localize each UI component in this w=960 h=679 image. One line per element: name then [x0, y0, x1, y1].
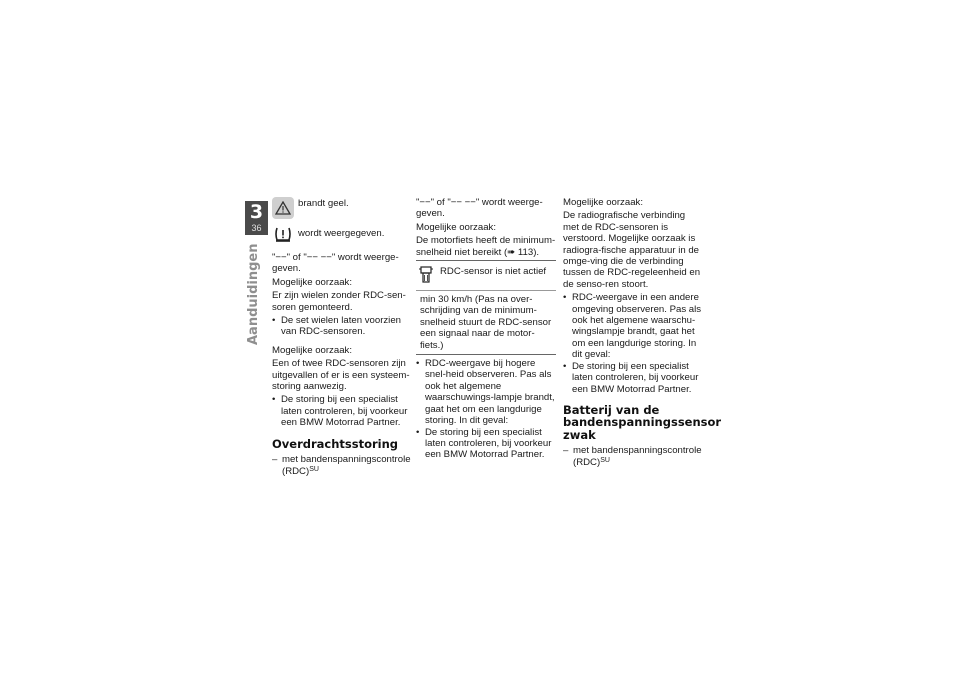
info-box-title: RDC-sensor is niet actief [440, 266, 547, 278]
bullet-item: • De storing bij een specialist laten controleren, bij voorkeur een BMW Motorrad Partner. [272, 394, 412, 428]
paragraph: Mogelijke oorzaak: [272, 344, 352, 356]
rdc-sensor-icon [416, 263, 436, 287]
info-box-header [416, 261, 556, 291]
tyre-pressure-icon [272, 223, 294, 245]
bullet-item: • RDC-weergave in een andere omgeving observeren. Pas als ook het algemene waarschu-wingslampje brandt, gaat het om een langdurige storing. In dit geval: [563, 292, 703, 360]
superscript: SU [600, 456, 610, 464]
warning-text: brandt geel. [298, 198, 349, 209]
bullet-item: • De set wielen laten voorzien van RDC-sensoren. [272, 315, 412, 338]
paragraph: Een of twee RDC-sensoren zijn uitgevallen of er is een systeem-storing aanwezig. [272, 358, 410, 393]
paragraph: Mogelijke oorzaak: [272, 276, 352, 288]
tyre-text: wordt weergegeven. [298, 228, 385, 239]
bullet-item: • RDC-weergave bij hogere snel-heid observeren. Pas als ook het algemene waarschuwings-lampje brandt, gaat het om een langdurige storing. In dit geval: [416, 358, 556, 426]
warning-triangle-icon [272, 197, 294, 219]
paragraph: Mogelijke oorzaak: [563, 197, 643, 208]
paragraph: Er zijn wielen zonder RDC-sen-soren gemonteerd. [272, 290, 406, 313]
dash-text: met bandenspanningscontrole (RDC) [573, 445, 702, 468]
superscript: SU [309, 465, 319, 473]
section-heading: Overdrachtsstoring [272, 436, 399, 451]
dash-item [272, 454, 412, 477]
column-1 [272, 197, 412, 477]
tyre-row [272, 223, 412, 245]
bullet-item: • De storing bij een specialist laten controleren, bij voorkeur een BMW Motorrad Partner. [563, 361, 703, 395]
info-box [416, 260, 556, 355]
paragraph: Mogelijke oorzaak: [416, 221, 496, 233]
column-3 [563, 197, 722, 468]
paragraph: De motorfiets heeft de minimum-snelheid niet bereikt (➠ 113). [416, 235, 556, 258]
column-2 [416, 197, 556, 461]
warning-row [272, 197, 412, 219]
chapter-number: 3 [249, 201, 264, 223]
bullet-item: • De storing bij een specialist laten controleren, bij voorkeur een BMW Motorrad Partner. [416, 427, 556, 461]
paragraph: "−−" of "−− −−" wordt weerge-geven. [272, 252, 399, 275]
page-number: 36 [251, 223, 262, 233]
section-heading: Batterij van de bandenspanningssensor zwak [563, 402, 722, 442]
chapter-tab [245, 201, 268, 235]
info-box-body: min 30 km/h (Pas na over-schrijding van de minimum-snelheid stuurt de RDC-sensor een signaal naar de motor-fiets.) [420, 294, 552, 351]
section-label: Aanduidingen [246, 243, 261, 345]
dash-item [563, 445, 703, 468]
dash-text: met bandenspanningscontrole (RDC) [282, 454, 411, 477]
paragraph: De radiografische verbinding met de RDC-sensoren is verstoord. Mogelijke oorzaak is radiogra-fische apparatuur in de omge-ving die de verbinding tussen de RDC-regeleenheid en de senso-ren stoort. [563, 210, 701, 290]
paragraph: "−−" of "−− −−" wordt weerge-geven. [416, 197, 543, 220]
